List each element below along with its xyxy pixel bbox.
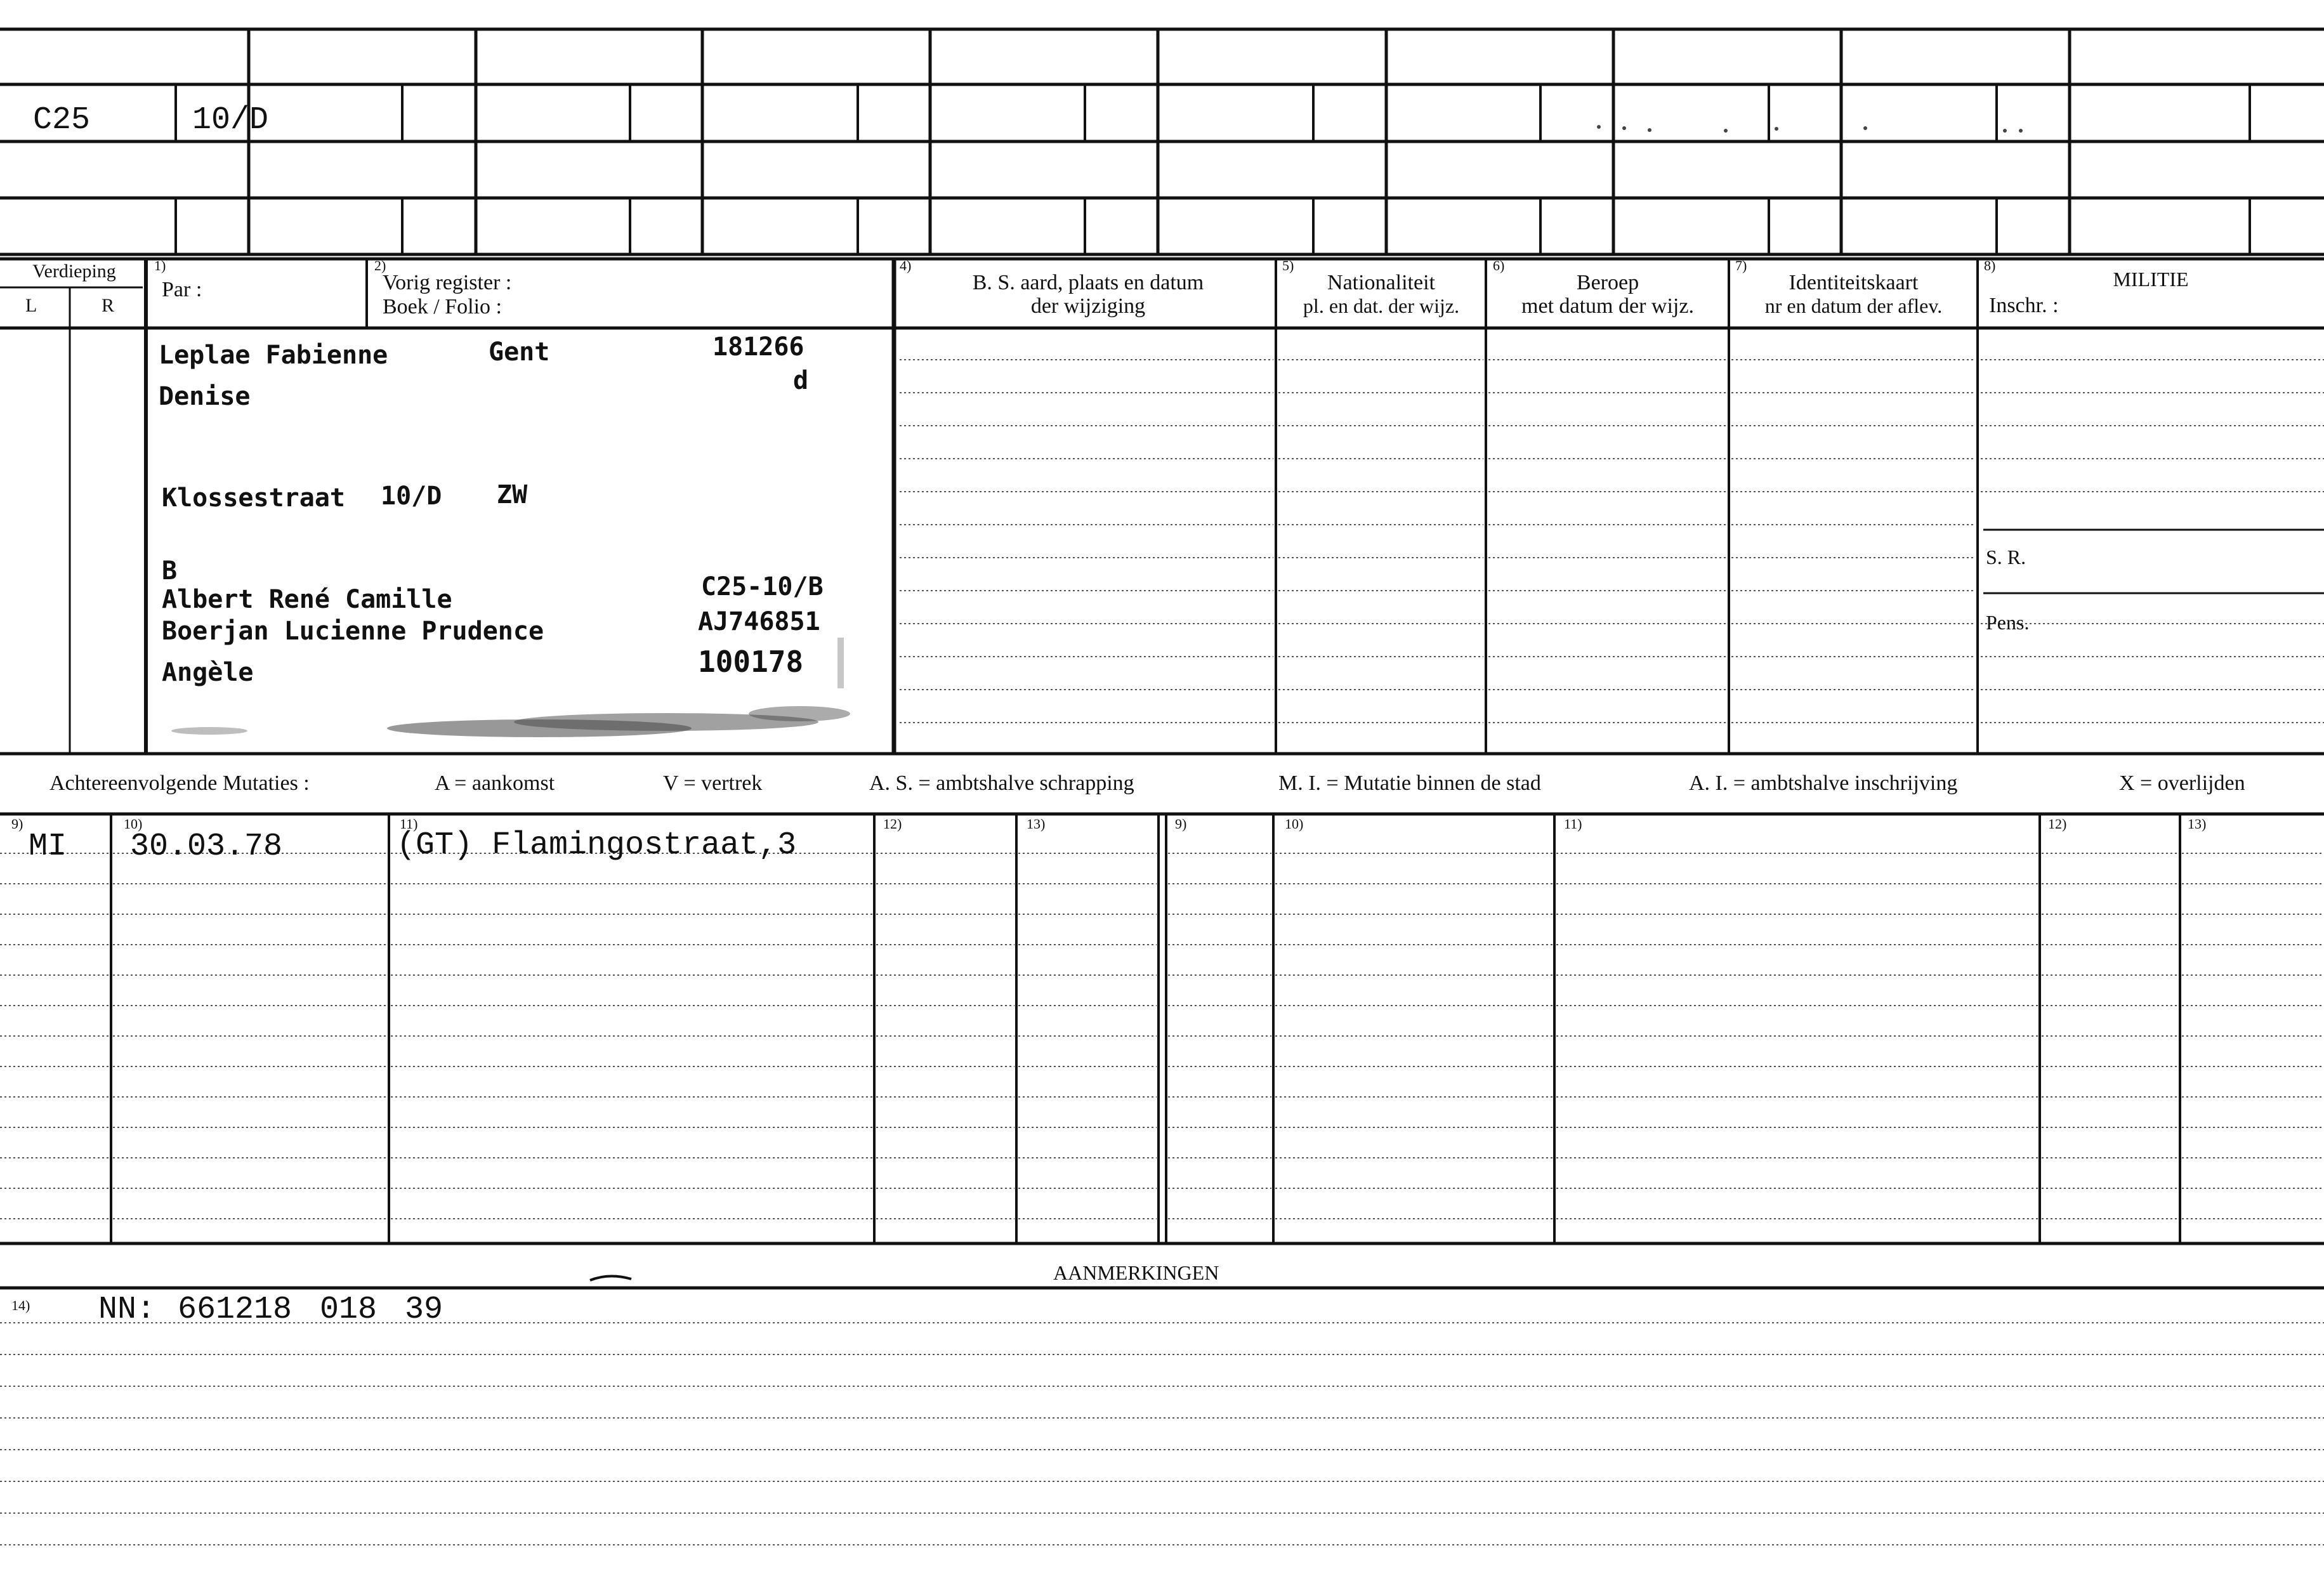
verdieping-r: R	[102, 295, 115, 316]
person-name-line2: Denise	[159, 382, 251, 411]
mut-col12-number: 12)	[883, 816, 902, 832]
person-zone: ZW	[497, 480, 528, 509]
person-ref-code: C25-10/B	[701, 572, 824, 601]
mut-col10b-number: 10)	[1285, 816, 1304, 832]
remarks-number: 14)	[11, 1297, 30, 1313]
person-id-card: AJ746851	[698, 607, 820, 636]
col4-line2: der wijziging	[1030, 294, 1146, 318]
mut-col9b-number: 9)	[1175, 816, 1187, 832]
col2-line1: Vorig register :	[383, 271, 512, 294]
militie-pens: Pens.	[1986, 611, 2030, 634]
col1-label: Par :	[162, 278, 202, 301]
mut-col13-number: 13)	[1027, 816, 1046, 832]
col1-number: 1)	[154, 258, 166, 273]
mut-col10-number: 10)	[124, 816, 143, 832]
col6-line2: met datum der wijz.	[1521, 294, 1694, 318]
col4-line1: B. S. aard, plaats en datum	[972, 271, 1204, 294]
verdieping-l: L	[25, 295, 37, 316]
legend-ai: A. I. = ambtshalve inschrijving	[1689, 771, 1958, 795]
col6-line1: Beroep	[1576, 271, 1639, 294]
remarks-title: AANMERKINGEN	[1053, 1261, 1219, 1284]
person-family-code: B	[162, 556, 178, 586]
col8-number: 8)	[1984, 258, 1996, 273]
col2-line2: Boek / Folio :	[383, 295, 502, 318]
col5-number: 5)	[1282, 258, 1294, 273]
col4-number: 4)	[900, 258, 912, 273]
col2-number: 2)	[374, 258, 386, 273]
militie-inschr: Inschr. :	[1989, 294, 2059, 317]
nn-label: NN:	[98, 1292, 156, 1328]
col7-line1: Identiteitskaart	[1789, 271, 1919, 294]
legend-x: X = overlijden	[2119, 771, 2245, 795]
person-name-line3: Angèle	[162, 658, 254, 687]
col7-line2: nr en datum der aflev.	[1764, 294, 1943, 317]
col5-line1: Nationaliteit	[1327, 271, 1435, 294]
legend-as: A. S. = ambtshalve schrapping	[869, 771, 1134, 795]
mut-col11b-number: 11)	[1564, 816, 1582, 832]
person-status-mark: d	[793, 366, 809, 395]
verdieping-header: Verdieping	[32, 261, 116, 282]
col5-line2: pl. en dat. der wijz.	[1303, 294, 1460, 317]
person-mother: Boerjan Lucienne Prudence	[162, 617, 544, 646]
mut-col13b-number: 13)	[2188, 816, 2207, 832]
col7-number: 7)	[1735, 258, 1747, 273]
house-number: 10/D	[192, 102, 269, 138]
mutation-address: (GT) Flamingostraat,3	[397, 827, 797, 863]
mutation-date: 30.03.78	[130, 829, 283, 865]
person-birthplace: Gent	[489, 338, 550, 367]
person-name-line1: Leplae Fabienne	[159, 341, 388, 370]
legend-a: A = aankomst	[435, 771, 555, 795]
sector-code: C25	[33, 102, 91, 138]
mutation-type: MI	[29, 829, 67, 865]
person-birthdate: 181266	[712, 332, 804, 362]
person-father: Albert René Camille	[162, 585, 452, 614]
person-street: Klossestraat	[162, 483, 345, 513]
mut-col11-number: 11)	[400, 816, 418, 832]
legend-intro: Achtereenvolgende Mutaties :	[49, 771, 310, 795]
nn-value: 661218 018 39	[178, 1292, 443, 1328]
legend-v: V = vertrek	[663, 771, 763, 795]
militie-title: MILITIE	[2113, 268, 2189, 291]
militie-sr: S. R.	[1986, 546, 2026, 568]
mut-col12b-number: 12)	[2048, 816, 2067, 832]
person-street-number: 10/D	[381, 482, 442, 511]
person-id-date: 100178	[698, 645, 804, 679]
col6-number: 6)	[1493, 258, 1505, 273]
mut-col9-number: 9)	[11, 816, 23, 832]
legend-mi: M. I. = Mutatie binnen de stad	[1278, 771, 1541, 795]
